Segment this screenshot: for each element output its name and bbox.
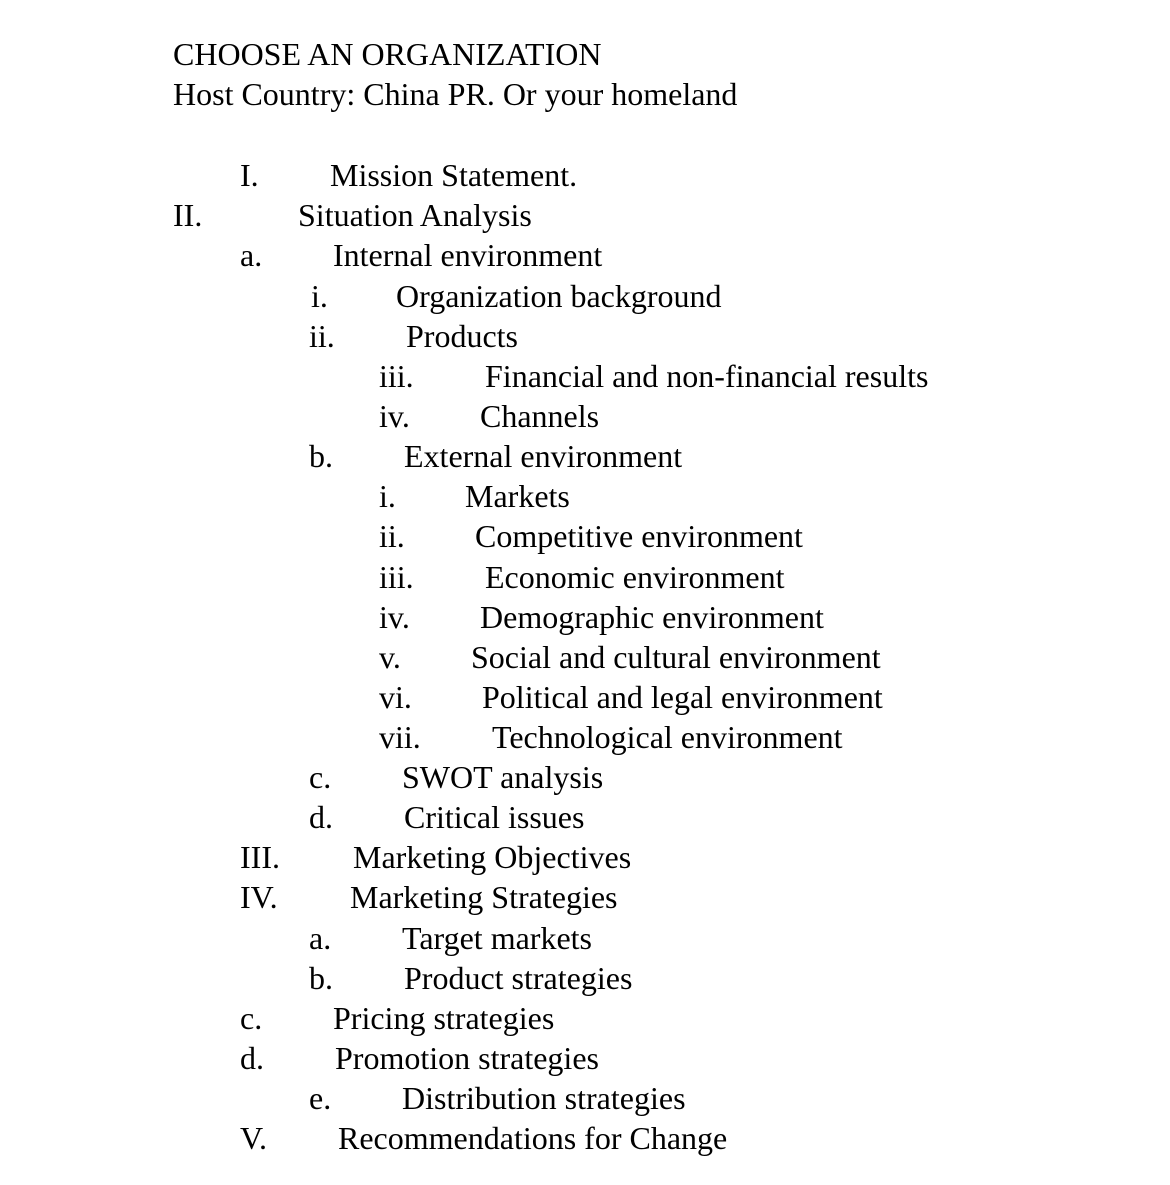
outline-marker: iii. — [379, 559, 414, 595]
outline-marker: i. — [311, 278, 328, 314]
outline-marker: a. — [240, 237, 263, 273]
outline-marker: i. — [379, 478, 396, 514]
host-country-subtitle: Host Country: China PR. Or your homeland — [173, 76, 738, 112]
outline-text: Promotion strategies — [335, 1040, 599, 1076]
outline-text: Political and legal environment — [482, 679, 883, 715]
outline-marker: IV. — [240, 879, 278, 915]
outline-marker: c. — [240, 1000, 263, 1036]
outline-marker: iii. — [379, 358, 414, 394]
outline-marker: II. — [173, 197, 203, 233]
outline-text: SWOT analysis — [402, 759, 604, 795]
outline-text: Demographic environment — [480, 599, 824, 635]
outline-text: Product strategies — [404, 960, 633, 996]
outline-text: Economic environment — [485, 559, 785, 595]
outline-marker: d. — [309, 799, 333, 835]
outline-marker: b. — [309, 960, 333, 996]
outline-text: Marketing Strategies — [350, 879, 618, 915]
outline-text: Situation Analysis — [298, 197, 532, 233]
outline-marker: vi. — [379, 679, 412, 715]
outline-marker: a. — [309, 920, 332, 956]
outline-marker: III. — [240, 839, 280, 875]
outline-text: Social and cultural environment — [471, 639, 881, 675]
outline-text: Marketing Objectives — [353, 839, 632, 875]
outline-marker: v. — [379, 639, 401, 675]
outline-text: Financial and non-financial results — [485, 358, 929, 394]
page-title: CHOOSE AN ORGANIZATION — [173, 36, 602, 72]
outline-text: External environment — [404, 438, 683, 474]
outline-text: Mission Statement. — [330, 157, 578, 193]
outline-marker: I. — [240, 157, 259, 193]
outline-marker: iv. — [379, 398, 410, 434]
outline-text: Internal environment — [333, 237, 603, 273]
outline-text: Organization background — [396, 278, 722, 314]
outline-text: Critical issues — [404, 799, 585, 835]
outline-text: Channels — [480, 398, 600, 434]
outline-marker: iv. — [379, 599, 410, 635]
outline-marker: ii. — [309, 318, 335, 354]
outline-marker: ii. — [379, 518, 405, 554]
outline-text: Technological environment — [492, 719, 843, 755]
outline-marker: c. — [309, 759, 332, 795]
outline-text: Recommendations for Change — [338, 1120, 728, 1156]
outline-text: Products — [406, 318, 518, 354]
outline-text: Pricing strategies — [333, 1000, 555, 1036]
outline-text: Distribution strategies — [402, 1080, 686, 1116]
outline-text: Target markets — [402, 920, 592, 956]
outline-marker: vii. — [379, 719, 421, 755]
outline-text: Markets — [465, 478, 570, 514]
outline-marker: d. — [240, 1040, 264, 1076]
outline-marker: e. — [309, 1080, 332, 1116]
outline-marker: V. — [240, 1120, 267, 1156]
outline-marker: b. — [309, 438, 333, 474]
outline-text: Competitive environment — [475, 518, 803, 554]
